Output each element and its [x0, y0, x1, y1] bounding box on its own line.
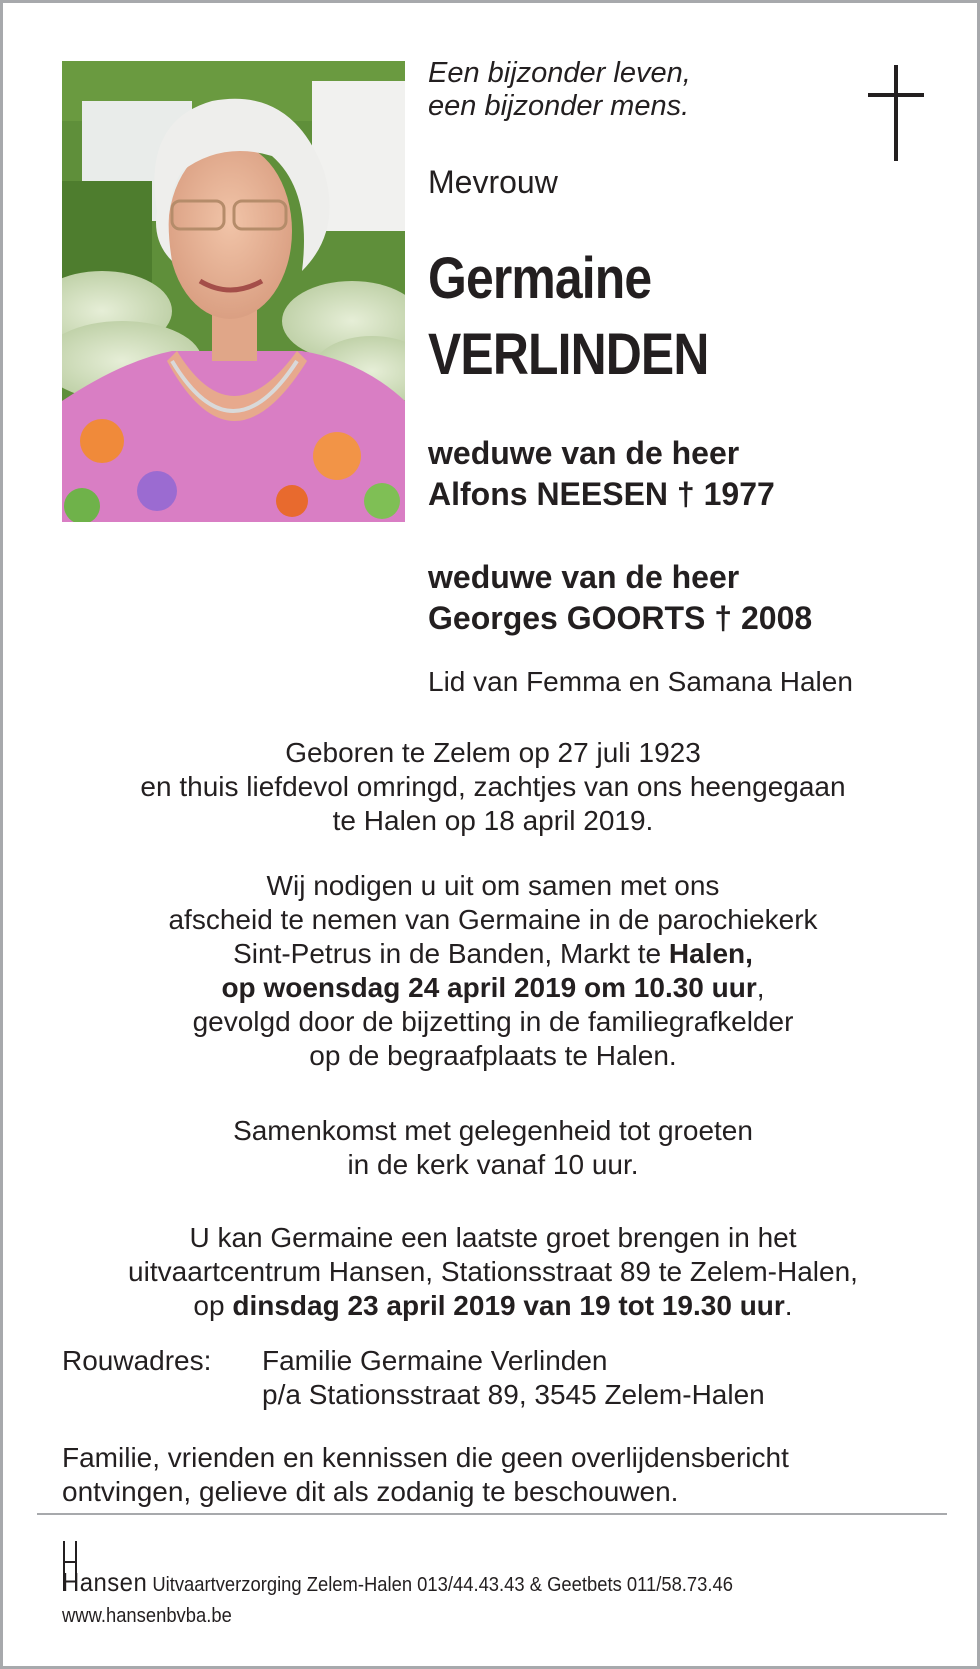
motto-line: Een bijzonder leven, [428, 57, 691, 89]
membership: Lid van Femma en Samana Halen [428, 666, 853, 697]
spouse-name: Georges GOORTS † 2008 [428, 600, 813, 636]
funeral-home-details: Uitvaartverzorging Zelem-Halen 013/44.43.43 & Geetbets 011/58.73.46 [152, 1574, 733, 1596]
funeral-home-url[interactable]: www.hansenbvba.be [62, 1605, 232, 1627]
portrait-photo [62, 61, 405, 522]
funeral-invitation [43, 869, 943, 1073]
text-segment: Sint-Petrus in de Banden, Markt te [233, 938, 669, 969]
text-segment: op [193, 1290, 233, 1321]
birth-death-paragraph [43, 736, 943, 838]
text-line: Geboren te Zelem op 27 juli 1923 [285, 737, 701, 768]
first-name: Germaine [428, 246, 652, 311]
divider [37, 1513, 947, 1515]
funeral-home-footer [62, 1567, 733, 1597]
spouse-block [428, 433, 775, 515]
cross-icon [868, 65, 924, 161]
text-line: uitvaartcentrum Hansen, Stationsstraat 89 te Zelem-Halen, [128, 1256, 858, 1287]
motto-line: een bijzonder mens. [428, 90, 690, 122]
text-line: in de kerk vanaf 10 uur. [347, 1149, 639, 1180]
text-segment: , [756, 972, 765, 1003]
funeral-home-brand: Hansen [62, 1567, 148, 1597]
text-line: Samenkomst met gelegenheid tot groeten [233, 1115, 753, 1146]
visitation-paragraph [43, 1221, 943, 1323]
text-line: Familie, vrienden en kennissen die geen overlijdensbericht [62, 1442, 789, 1473]
family-note [62, 1441, 789, 1509]
funeral-datetime: op woensdag 24 april 2019 om 10.30 uur [221, 972, 757, 1003]
text-line: op de begraafplaats te Halen. [309, 1040, 677, 1071]
funeral-location: Halen, [668, 938, 753, 969]
text-line: afscheid te nemen van Germaine in de parochiekerk [168, 904, 818, 935]
spouse-block [428, 557, 812, 639]
motto [428, 57, 691, 123]
gathering-paragraph [43, 1114, 943, 1182]
text-line [43, 971, 943, 1005]
address-value [262, 1344, 765, 1412]
portrait-illustration [62, 61, 405, 522]
text-line: U kan Germaine een laatste groet brengen in het [189, 1222, 797, 1253]
spouse-name: Alfons NEESEN † 1977 [428, 476, 775, 512]
text-line [43, 937, 943, 971]
spouse-relation: weduwe van de heer [428, 559, 740, 595]
deceased-name [428, 241, 708, 393]
spouse-relation: weduwe van de heer [428, 435, 740, 471]
address-label: Rouwadres: [62, 1345, 212, 1376]
text-line [43, 1289, 943, 1323]
text-line: ontvingen, gelieve dit als zodanig te beschouwen. [62, 1476, 679, 1507]
text-segment: . [784, 1290, 793, 1321]
address-line: p/a Stationsstraat 89, 3545 Zelem-Halen [262, 1379, 765, 1410]
text-line: Wij nodigen u uit om samen met ons [266, 870, 720, 901]
text-line: te Halen op 18 april 2019. [332, 805, 654, 836]
text-line: en thuis liefdevol omringd, zachtjes van ons heengegaan [140, 771, 846, 802]
address-line: Familie Germaine Verlinden [262, 1345, 608, 1376]
last-name: VERLINDEN [428, 322, 709, 387]
text-line: gevolgd door de bijzetting in de familiegrafkelder [192, 1006, 794, 1037]
visitation-datetime: dinsdag 23 april 2019 van 19 tot 19.30 uur [232, 1290, 785, 1321]
honorific: Mevrouw [428, 164, 558, 200]
